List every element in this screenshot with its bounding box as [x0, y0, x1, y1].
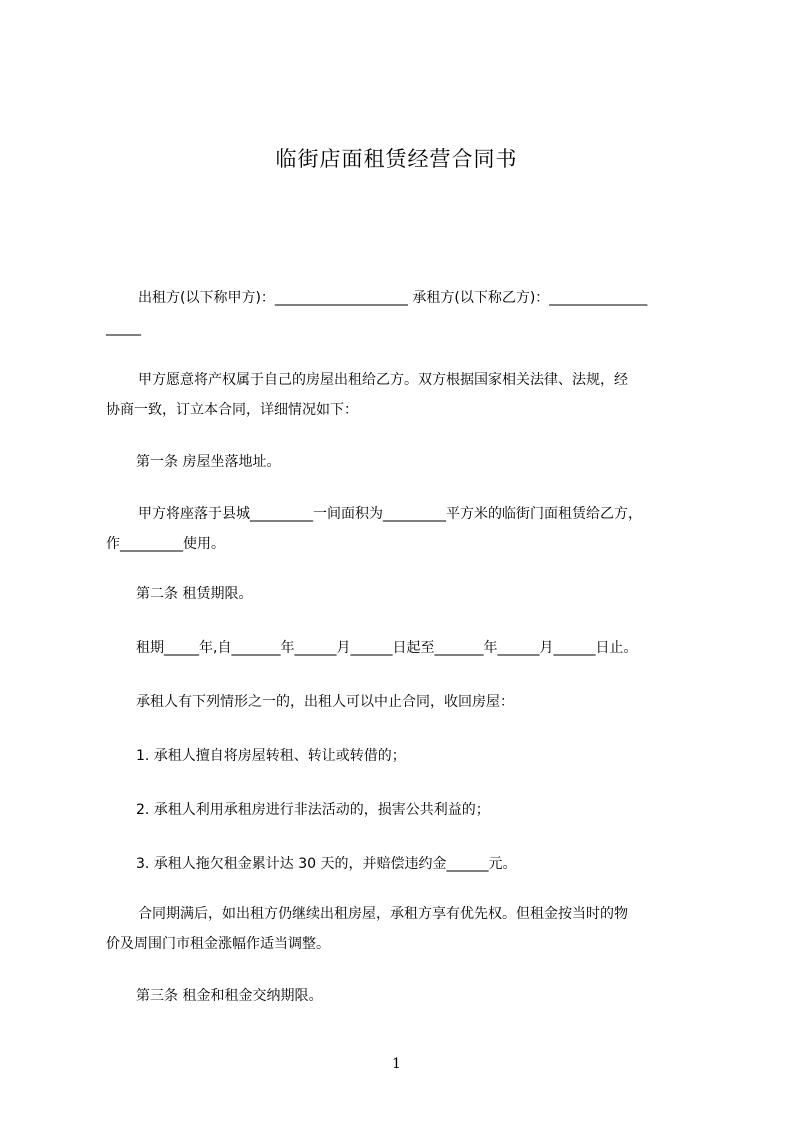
article-1-body [106, 499, 642, 559]
termination-intro: 承租人有下列情形之一的，出租人可以中止合同，收回房屋： [136, 694, 514, 710]
termination-item: 1. 承租人擅自将房屋转租、转让或转借的； [136, 748, 406, 764]
article-1-body-line-1: 甲方将座落于县城_________一间面积为_________平方米的临街门面租赁给乙方， [138, 506, 642, 522]
document-title: 临街店面租赁经营合同书 [275, 147, 518, 171]
termination-item: 2. 承租人利用承租房进行非法活动的，损害公共利益的； [136, 802, 490, 818]
termination-item: 3. 承租人拖欠租金累计达 30 天的，并赔偿违约金______元。 [136, 856, 517, 872]
renewal-line-2: 价及周围门市租金涨幅作适当调整。 [106, 936, 330, 952]
article-3-heading: 第三条 租金和租金交纳期限。 [136, 988, 323, 1004]
page-number: 1 [392, 1056, 401, 1072]
parties-paragraph [106, 283, 647, 343]
renewal-line-1: 合同期满后，如出租方仍继续出租房屋，承租方享有优先权。但租金按当时的物 [138, 906, 628, 922]
article-1-body-line-2: 作_________使用。 [106, 536, 225, 552]
intro-line-1: 甲方愿意将产权属于自己的房屋出租给乙方。双方根据国家相关法律、法规，经 [138, 372, 628, 388]
renewal-paragraph [106, 899, 628, 959]
parties-line-2: _____ [106, 320, 141, 336]
intro-paragraph [106, 365, 628, 425]
lease-term-line: 租期_____年,自_______年______月______日起至_______年______月______日止。 [136, 640, 638, 656]
intro-line-2: 协商一致，订立本合同，详细情况如下： [106, 402, 358, 418]
article-1-heading: 第一条 房屋坐落地址。 [136, 454, 281, 470]
parties-line-1: 出租方(以下称甲方)：___________________ 承租方(以下称乙方)：______________ [138, 290, 648, 306]
article-2-heading: 第二条 租赁期限。 [136, 586, 253, 602]
